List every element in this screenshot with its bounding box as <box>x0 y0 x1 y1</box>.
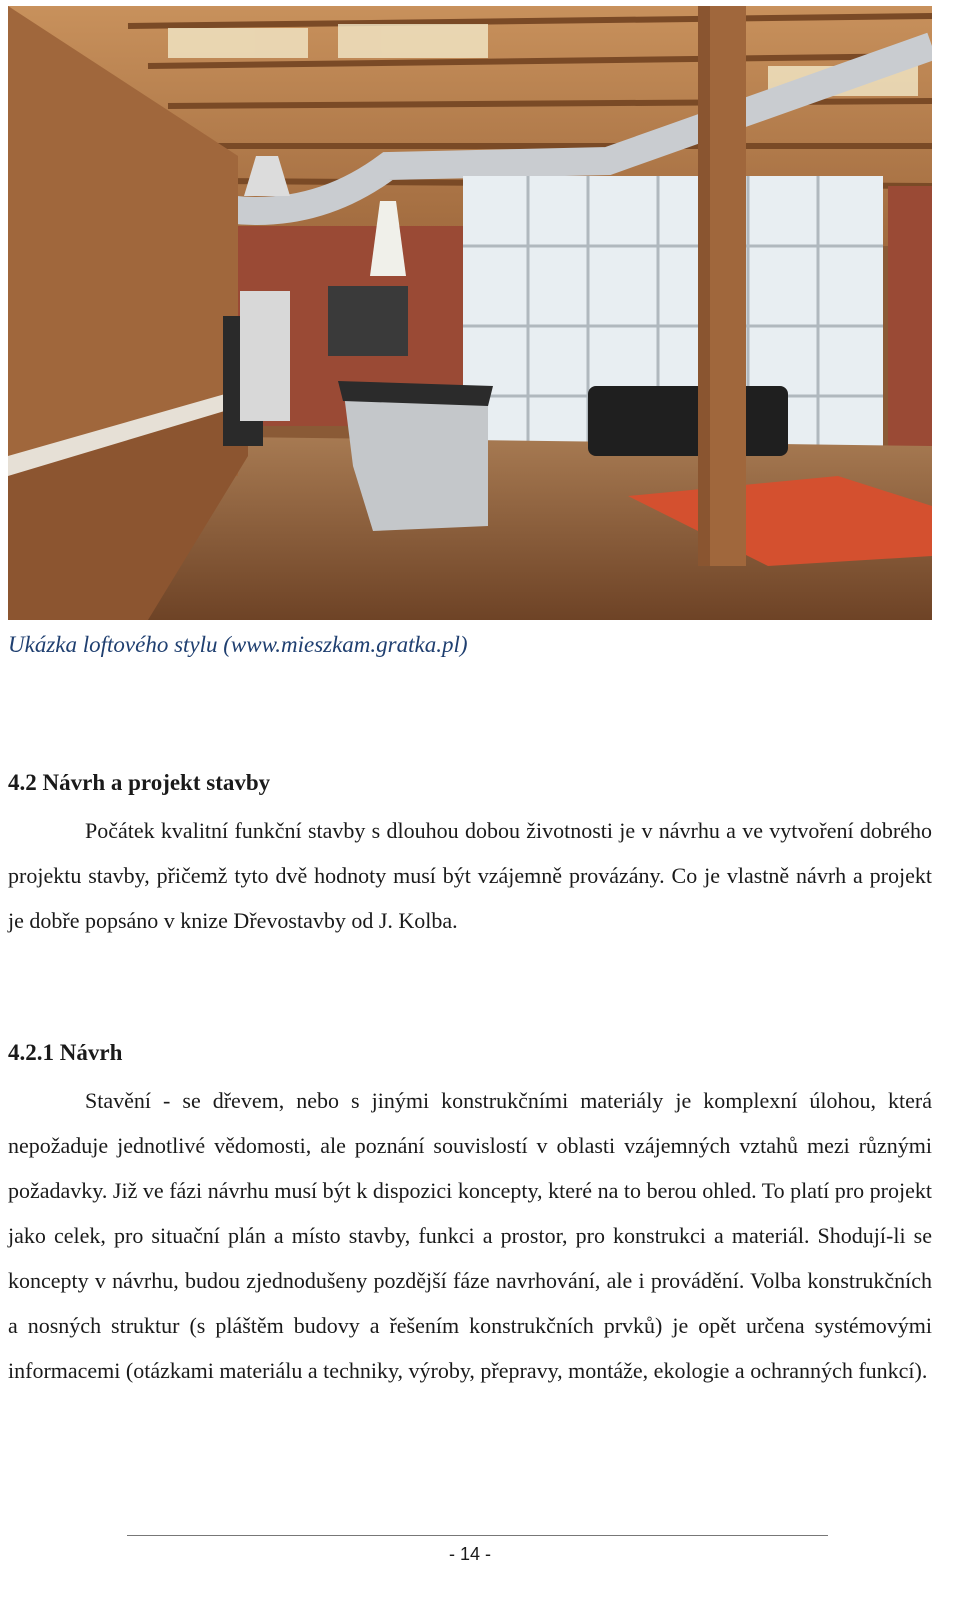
section-paragraph: Počátek kvalitní funkční stavby s dlouhou dobou životnosti je v návrhu a ve vytvoření dobrého projektu stavby, přičemž tyto dvě hodnoty musí být vzájemně provázány. Co je vlastně návrh a projekt je dobře popsáno v knize Dřevostavby od J. Kolba. <box>8 818 932 933</box>
loft-photo-illustration <box>8 6 932 620</box>
loft-interior-photo <box>8 6 932 620</box>
section-heading: 4.2 Návrh a projekt stavby <box>8 770 271 795</box>
subsection-paragraph: Stavění - se dřevem, nebo s jinými konstrukčními materiály je komplexní úlohou, která nepožaduje jednotlivé vědomosti, ale poznání souvislostí v oblasti vzájemných vztahů mezi různými požadavky. Již ve fázi návrhu musí být k dispozici koncepty, které na to berou ohled. To platí pro projekt jako celek, pro situační plán a místo stavby, funkci a prostor, pro konstrukci a materiál. Shodují-li se koncepty v návrhu, budou zjednodušeny pozdější fáze navrhování, ale i provádění. Volba konstrukčních a nosných struktur (s pláštěm budovy a řešením konstrukčních prvků) je opět určena systémovými informacemi (otázkami materiálu a techniky, výroby, přepravy, montáže, ekologie a ochranných funkcí). <box>8 1088 932 1383</box>
figure-caption: Ukázka loftového stylu (www.mieszkam.gratka.pl) <box>8 632 468 657</box>
subsection-heading: 4.2.1 Návrh <box>8 1040 123 1065</box>
footer-divider <box>127 1535 828 1536</box>
page-number: - 14 - <box>448 1544 491 1564</box>
